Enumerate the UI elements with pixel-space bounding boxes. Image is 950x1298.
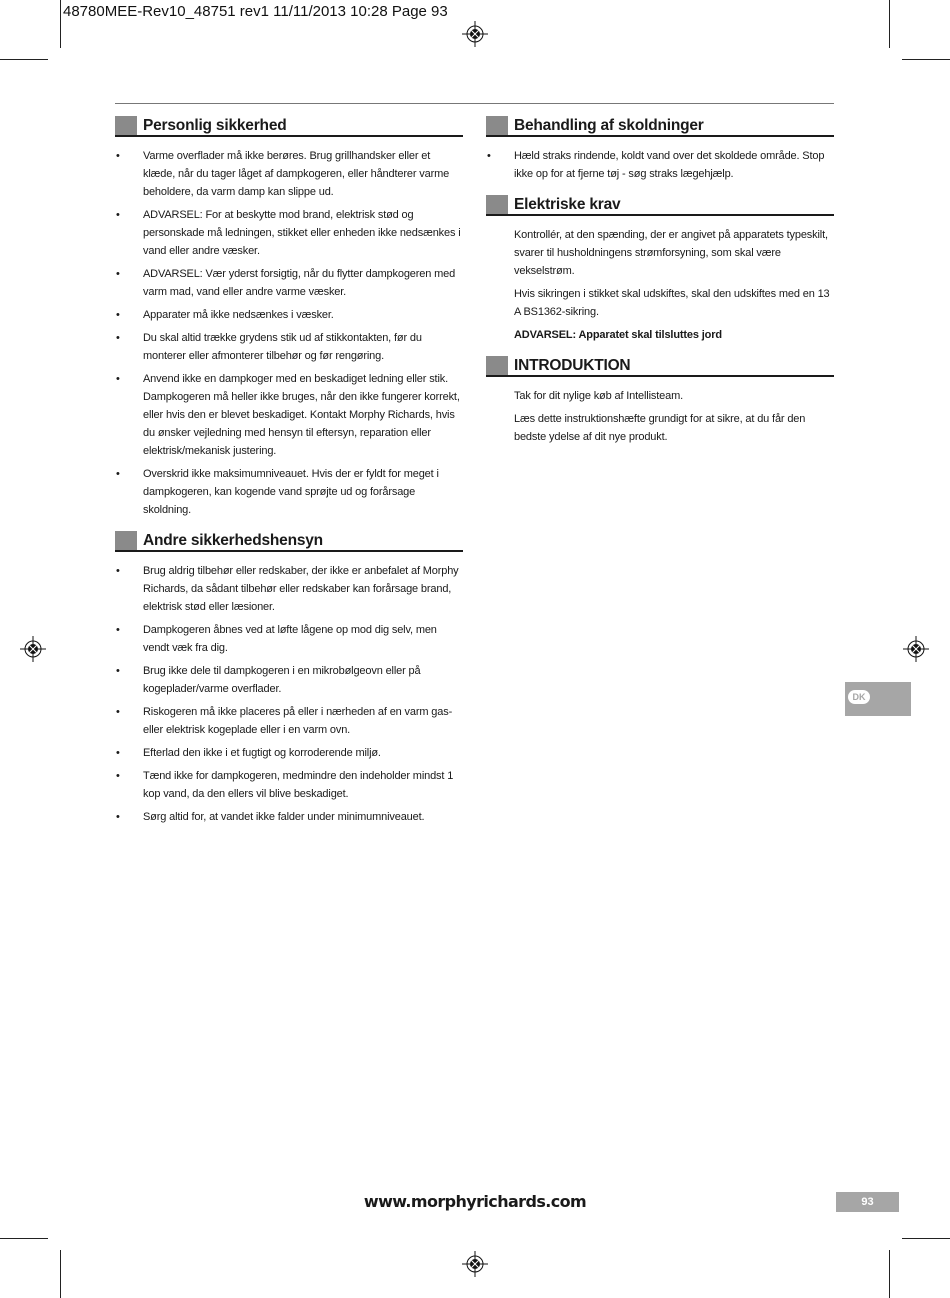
section-personal-safety bbox=[115, 116, 463, 519]
language-tab bbox=[845, 682, 911, 716]
language-badge: DK bbox=[848, 690, 870, 704]
bullet-icon: • bbox=[116, 624, 120, 636]
heading-text: Behandling af skoldninger bbox=[514, 117, 704, 134]
bullet-icon: • bbox=[116, 770, 120, 782]
list-item: • Riskogeren må ikke placeres på eller i nærheden af en varm gas- eller elektrisk kogeplade eller i en varm ovn. bbox=[115, 703, 463, 739]
list-item: • Anvend ikke en dampkoger med en beskadiget ledning eller stik. Dampkogeren må heller ikke bruges, når den ikke fungerer korrekt, eller hvis den er blevet beskadiget. Kontakt Morphy Richards, hvis du ønsker vejledning med hensyn til eftersyn, reparation eller elektrisk/mekanisk justering. bbox=[115, 370, 463, 460]
list-item: • Du skal altid trække grydens stik ud af stikkontakten, før du monterer eller afmonterer tilbehør og før rengøring. bbox=[115, 329, 463, 365]
bullet-icon: • bbox=[116, 209, 120, 221]
bullet-icon: • bbox=[116, 268, 120, 280]
heading-text: Elektriske krav bbox=[514, 196, 621, 213]
section-introduction bbox=[486, 356, 834, 446]
crop-mark-top-right-horizontal bbox=[902, 59, 950, 60]
top-divider bbox=[115, 103, 834, 104]
right-column bbox=[486, 116, 834, 458]
bullet-icon: • bbox=[116, 309, 120, 321]
list-item: • ADVARSEL: For at beskytte mod brand, elektrisk stød og personskade må ledningen, stikket eller enheden ikke nedsænkes i vand eller andre væsker. bbox=[115, 206, 463, 260]
crop-mark-bottom-left-vertical bbox=[60, 1250, 61, 1298]
registration-mark-icon bbox=[903, 636, 929, 662]
bullet-list bbox=[115, 562, 463, 826]
bullet-icon: • bbox=[116, 150, 120, 162]
heading-square-icon bbox=[115, 531, 137, 550]
registration-mark-icon bbox=[462, 21, 488, 47]
page-number: 93 bbox=[836, 1192, 899, 1212]
list-item: • Overskrid ikke maksimumniveauet. Hvis der er fyldt for meget i dampkogeren, kan kogende vand sprøjte ud og forårsage skoldning. bbox=[115, 465, 463, 519]
print-slug: 48780MEE-Rev10_48751 rev1 11/11/2013 10:28 Page 93 bbox=[63, 3, 448, 20]
list-item: • Varme overflader må ikke berøres. Brug grillhandsker eller et klæde, når du tager låget af dampkogeren, eller håndterer varme beholdere, da varm damp kan slippe ud. bbox=[115, 147, 463, 201]
list-item: • Efterlad den ikke i et fugtigt og korroderende miljø. bbox=[115, 744, 463, 762]
bullet-icon: • bbox=[487, 150, 491, 162]
heading-text: Personlig sikkerhed bbox=[143, 117, 287, 134]
section-electrical-requirements bbox=[486, 195, 834, 344]
heading-square-icon bbox=[486, 116, 508, 135]
list-item: • ADVARSEL: Vær yderst forsigtig, når du flytter dampkogeren med varm mad, vand eller andre varme væsker. bbox=[115, 265, 463, 301]
footer-url: www.morphyrichards.com bbox=[363, 1192, 587, 1211]
crop-mark-top-left-vertical bbox=[60, 0, 61, 48]
heading-square-icon bbox=[486, 195, 508, 214]
bullet-icon: • bbox=[116, 706, 120, 718]
bullet-list bbox=[486, 147, 834, 183]
bullet-icon: • bbox=[116, 565, 120, 577]
registration-mark-icon bbox=[462, 1251, 488, 1277]
list-item: • Hæld straks rindende, koldt vand over det skoldede område. Stop ikke op for at fjerne tøj - søg straks lægehjælp. bbox=[486, 147, 834, 183]
crop-mark-top-right-vertical bbox=[889, 0, 890, 48]
section-heading bbox=[115, 531, 463, 552]
bullet-icon: • bbox=[116, 747, 120, 759]
registration-mark-icon bbox=[20, 636, 46, 662]
bullet-icon: • bbox=[116, 373, 120, 385]
list-item: • Tænd ikke for dampkogeren, medmindre den indeholder mindst 1 kop vand, da den ellers vil blive beskadiget. bbox=[115, 767, 463, 803]
paragraph: Læs dette instruktionshæfte grundigt for at sikre, at du får den bedste ydelse af dit nye produkt. bbox=[514, 413, 806, 443]
section-heading bbox=[115, 116, 463, 137]
section-other-safety bbox=[115, 531, 463, 826]
list-item: • Sørg altid for, at vandet ikke falder under minimumniveauet. bbox=[115, 808, 463, 826]
earth-warning: ADVARSEL: Apparatet skal tilsluttes jord bbox=[514, 329, 722, 341]
bullet-list bbox=[115, 147, 463, 519]
section-heading bbox=[486, 195, 834, 216]
list-item: • Dampkogeren åbnes ved at løfte lågene op mod dig selv, men vendt væk fra dig. bbox=[115, 621, 463, 657]
heading-square-icon bbox=[486, 356, 508, 375]
heading-square-icon bbox=[115, 116, 137, 135]
bullet-icon: • bbox=[116, 665, 120, 677]
crop-mark-top-left-horizontal bbox=[0, 59, 48, 60]
list-item: • Brug ikke dele til dampkogeren i en mikrobølgeovn eller på kogeplader/varme overflader. bbox=[115, 662, 463, 698]
section-heading bbox=[486, 356, 834, 377]
bullet-icon: • bbox=[116, 332, 120, 344]
paragraph: Hvis sikringen i stikket skal udskiftes, skal den udskiftes med en 13 A BS1362-sikring. bbox=[514, 288, 830, 318]
paragraph: Kontrollér, at den spænding, der er angivet på apparatets typeskilt, svarer til husholdningens strømforsyning, som skal være vekselstrøm. bbox=[514, 229, 828, 277]
bullet-icon: • bbox=[116, 811, 120, 823]
section-scald-treatment bbox=[486, 116, 834, 183]
list-item: • Apparater må ikke nedsænkes i væsker. bbox=[115, 306, 463, 324]
paragraph: Tak for dit nylige køb af Intellisteam. bbox=[514, 390, 684, 402]
left-column bbox=[115, 116, 463, 838]
crop-mark-bottom-right-vertical bbox=[889, 1250, 890, 1298]
heading-text: Andre sikkerhedshensyn bbox=[143, 532, 323, 549]
list-item: • Brug aldrig tilbehør eller redskaber, der ikke er anbefalet af Morphy Richards, da sådant tilbehør eller redskaber kan forårsage brand, elektrisk stød eller læsioner. bbox=[115, 562, 463, 616]
crop-mark-bottom-left-horizontal bbox=[0, 1238, 48, 1239]
heading-text: INTRODUKTION bbox=[514, 357, 631, 374]
crop-mark-bottom-right-horizontal bbox=[902, 1238, 950, 1239]
bullet-icon: • bbox=[116, 468, 120, 480]
section-heading bbox=[486, 116, 834, 137]
